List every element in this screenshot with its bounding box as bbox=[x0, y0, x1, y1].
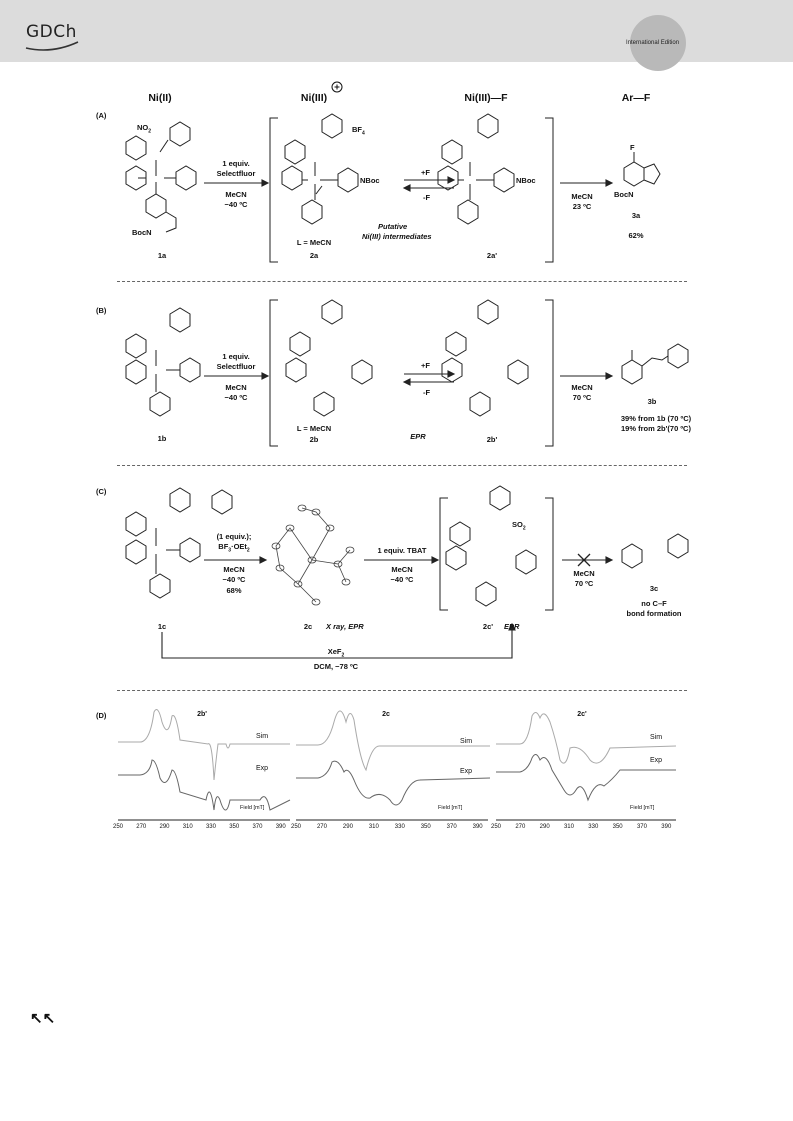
c-cond-line3: MeCN bbox=[391, 565, 413, 574]
b-reagent-line1: 1 equiv. bbox=[222, 352, 250, 361]
a-boc-1a: BocN bbox=[132, 228, 152, 237]
tick-label: 330 bbox=[588, 824, 599, 830]
a-ligand-note: L = MeCN bbox=[296, 238, 332, 247]
c-compound-2c: 2c bbox=[303, 622, 313, 631]
c-reagent-line2: $BF_3\cdot OEt_2$ bbox=[218, 542, 250, 554]
c-xef2-label: XeF$_2$ bbox=[327, 647, 345, 659]
panel-b-label: (B) bbox=[96, 306, 107, 315]
tick-label: 390 bbox=[661, 824, 672, 830]
spectrum-2-field: Field [mT] bbox=[438, 805, 463, 811]
spectrum-title-2c: 2c bbox=[382, 711, 390, 718]
a-nboc-2a: NBoc bbox=[360, 176, 380, 185]
tick-label: 310 bbox=[563, 824, 574, 830]
spectrum-3-field: Field [mT] bbox=[630, 805, 655, 811]
b-cond-line3: MeCN bbox=[571, 383, 593, 392]
spectrum-2-sim: Sim bbox=[460, 738, 473, 745]
a-cond-line4: 23 ºC bbox=[572, 202, 592, 211]
tick-label: 370 bbox=[636, 824, 647, 830]
c-yield: 68% bbox=[226, 586, 242, 595]
c-no-bond-line2: bond formation bbox=[626, 609, 682, 618]
edition-label: International Edition bbox=[626, 40, 680, 46]
panel-d-label: (D) bbox=[96, 711, 107, 720]
c-no-bond-line1: no C–F bbox=[641, 599, 667, 608]
a-compound-3a: 3a bbox=[631, 211, 641, 220]
a-minus-f: -F bbox=[423, 193, 431, 202]
c-cond-line4: −40 ºC bbox=[390, 575, 414, 584]
b-ligand-note: L = MeCN bbox=[296, 424, 332, 433]
b-cond-line1: MeCN bbox=[225, 383, 247, 392]
tick-label: 350 bbox=[229, 824, 240, 830]
tick-label: 250 bbox=[291, 824, 302, 830]
spectrum-title-2c-prime: 2c' bbox=[577, 711, 587, 718]
a-fluorine: F bbox=[630, 143, 635, 152]
spectrum-3-sim: Sim bbox=[650, 734, 663, 741]
column-ni3-f: Ni(III)—F bbox=[464, 92, 508, 104]
spectrum-1-sim: Sim bbox=[256, 733, 269, 740]
b-minus-f: -F bbox=[423, 388, 431, 397]
a-compound-2a-prime: 2a' bbox=[486, 251, 498, 260]
b-compound-1b: 1b bbox=[157, 434, 167, 443]
c-cond-line1: MeCN bbox=[223, 565, 245, 574]
a-cond-line3: MeCN bbox=[571, 192, 593, 201]
spectrum-2-exp: Exp bbox=[460, 768, 473, 775]
tick-label: 350 bbox=[612, 824, 623, 830]
a-bf4-label: $BF_4$ bbox=[352, 125, 365, 137]
tick-label: 350 bbox=[420, 824, 431, 830]
c-cond-line2: −40 ºC bbox=[222, 575, 246, 584]
tick-label: 330 bbox=[205, 824, 216, 830]
b-plus-f: +F bbox=[421, 361, 430, 370]
c-epr-label: EPR bbox=[504, 622, 520, 631]
b-compound-2b-prime: 2b' bbox=[486, 435, 498, 444]
tick-label: 390 bbox=[275, 824, 286, 830]
a-nboc-2a-prime: NBoc bbox=[516, 176, 536, 185]
c-so2-label: $SO_2$ bbox=[512, 520, 526, 532]
tick-label: 290 bbox=[539, 824, 550, 830]
a-plus-f: +F bbox=[421, 168, 430, 177]
column-ni3: Ni(III) bbox=[300, 92, 328, 104]
gdch-logo: GDCh bbox=[26, 22, 77, 42]
c-xray-label: X ray, EPR bbox=[326, 622, 364, 631]
tick-label: 250 bbox=[491, 824, 502, 830]
tick-label: 330 bbox=[394, 824, 405, 830]
c-tbat-label: 1 equiv. TBAT bbox=[377, 546, 427, 555]
a-putative-line1: Putative bbox=[378, 222, 408, 231]
a-cond-line1: MeCN bbox=[225, 190, 247, 199]
b-compound-3b: 3b bbox=[647, 397, 657, 406]
c-compound-1c: 1c bbox=[157, 622, 167, 631]
spectrum-title-2b-prime: 2b' bbox=[197, 711, 207, 718]
a-compound-1a: 1a bbox=[157, 251, 167, 260]
c-compound-3c: 3c bbox=[649, 584, 659, 593]
b-reagent-line2: Selectfluor bbox=[216, 362, 256, 371]
tick-label: 270 bbox=[316, 824, 327, 830]
b-cond-line4: 70 ºC bbox=[572, 393, 592, 402]
a-boc-3a: BocN bbox=[614, 190, 634, 199]
back-nav-icon[interactable]: ↖↖ bbox=[30, 1010, 56, 1027]
panel-c-label: (C) bbox=[96, 487, 107, 496]
a-cond-line2: −40 ºC bbox=[224, 200, 248, 209]
tick-label: 270 bbox=[515, 824, 526, 830]
tick-label: 290 bbox=[159, 824, 170, 830]
c-dcm-label: DCM, −78 ºC bbox=[313, 662, 359, 671]
c-cond-line6: 70 ºC bbox=[574, 579, 594, 588]
tick-label: 290 bbox=[342, 824, 353, 830]
column-ar-f: Ar—F bbox=[621, 92, 651, 104]
c-compound-2c-prime: 2c' bbox=[482, 622, 494, 631]
tick-label: 370 bbox=[446, 824, 457, 830]
a-compound-2a: 2a bbox=[309, 251, 319, 260]
a-putative-line2: Ni(III) intermediates bbox=[362, 232, 432, 241]
a-yield: 62% bbox=[628, 231, 644, 240]
tick-label: 250 bbox=[113, 824, 124, 830]
panel-a-label: (A) bbox=[96, 111, 107, 120]
tick-label: 270 bbox=[136, 824, 147, 830]
c-cond-line5: MeCN bbox=[573, 569, 595, 578]
a-reagent-line1: 1 equiv. bbox=[222, 159, 250, 168]
spectrum-3-exp: Exp bbox=[650, 757, 663, 764]
b-epr-label: EPR bbox=[410, 432, 426, 441]
b-yield-line2: 19% from 2b'(70 ºC) bbox=[621, 424, 691, 433]
a-reagent-line2: Selectfluor bbox=[216, 169, 256, 178]
tick-label: 310 bbox=[182, 824, 193, 830]
column-ni2: Ni(II) bbox=[148, 92, 172, 104]
spectrum-1-field: Field [mT] bbox=[240, 805, 265, 811]
a-no2-label: $NO_2$ bbox=[137, 123, 152, 135]
tick-label: 390 bbox=[472, 824, 483, 830]
spectrum-1-exp: Exp bbox=[256, 765, 269, 772]
c-reagent-line1: (1 equiv.); bbox=[216, 532, 252, 541]
tick-label: 370 bbox=[252, 824, 263, 830]
b-yield-line1: 39% from 1b (70 ºC) bbox=[620, 414, 692, 423]
b-compound-2b: 2b bbox=[309, 435, 319, 444]
tick-label: 310 bbox=[368, 824, 379, 830]
b-cond-line2: −40 ºC bbox=[224, 393, 248, 402]
